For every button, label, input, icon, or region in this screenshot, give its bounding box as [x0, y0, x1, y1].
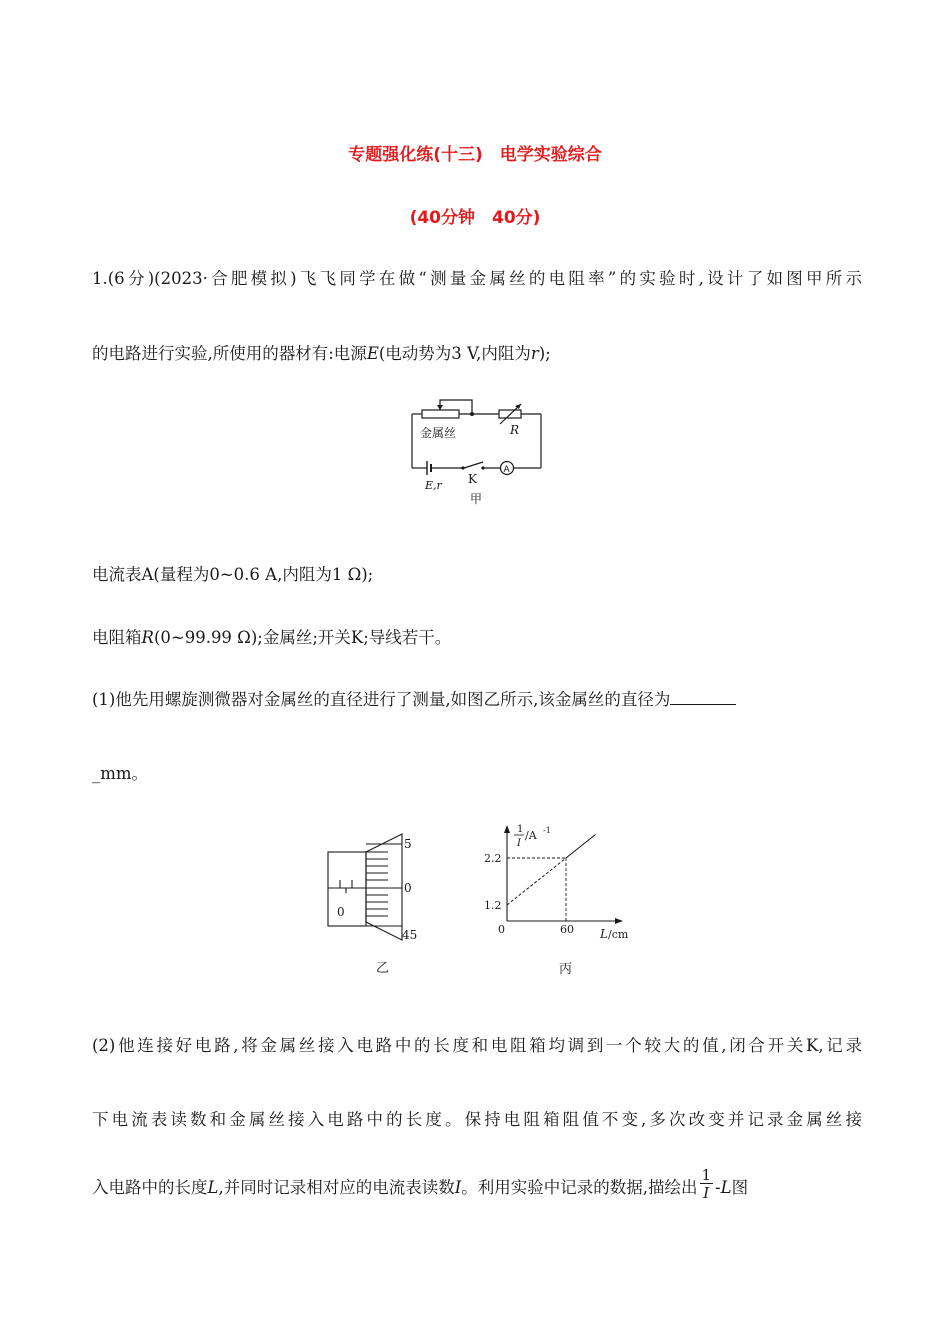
svg-text:I: I: [517, 838, 521, 849]
svg-text:E,r: E,r: [425, 479, 442, 492]
svg-text:-1: -1: [543, 826, 551, 835]
switch-k: [464, 462, 483, 468]
fraction-1-over-I: $\frac{1}{I}$: [701, 1166, 712, 1202]
sleeve-zero: 0: [337, 905, 345, 919]
figure-caption-jia: 甲: [470, 492, 483, 506]
metal-wire-resistor: [422, 410, 459, 418]
y-tick-2.2: 2.2: [484, 852, 502, 865]
answer-blank[interactable]: [670, 690, 736, 705]
y-tick-1.2: 1.2: [484, 899, 502, 912]
thimble-tick-5: 5: [404, 837, 412, 851]
svg-text:R: R: [510, 423, 520, 437]
svg-text:/cm: /cm: [608, 928, 629, 941]
x-tick-60: 60: [560, 923, 574, 936]
problem-line-2: 的电路进行实验,所使用的器材有:电源E(电动势为3 V,内阻为r);: [92, 344, 551, 363]
origin-label: 0: [498, 923, 505, 936]
question-2-line-3: 入电路中的长度L,并同时记录相对应的电流表读数I。利用实验中记录的数据,描绘出 $\frac{1}{I}$ -L图: [92, 1166, 749, 1202]
graph-diagram: [478, 818, 648, 978]
figure-caption-yi: 乙: [376, 961, 390, 976]
svg-text:A: A: [503, 465, 510, 475]
svg-text:1: 1: [517, 824, 524, 835]
micrometer-diagram: [322, 828, 442, 978]
data-line-solid: [566, 835, 596, 859]
svg-text:L: L: [600, 927, 608, 941]
question-2-line-1: (2)他连接好电路,将金属丝接入电路中的长度和电阻箱均调到一个较大的值,闭合开关K,记录: [92, 1036, 862, 1055]
thimble-tick-0: 0: [404, 881, 412, 895]
page-title: 专题强化练(十三) 电学实验综合: [348, 145, 602, 165]
wire-label: 金属丝: [420, 426, 457, 440]
question-1-line-2: _mm。: [92, 764, 149, 783]
page-subtitle: (40分钟 40分): [409, 208, 541, 228]
figure-caption-bing: 丙: [559, 962, 573, 977]
problem-line-4: 电阻箱R(0~99.99 Ω);金属丝;开关K;导线若干。: [92, 628, 452, 647]
data-line-dashed: [507, 858, 566, 905]
svg-text:/A: /A: [525, 829, 537, 842]
question-2-line-2: 下电流表读数和金属丝接入电路中的长度。保持电阻箱阻值不变,多次改变并记录金属丝接: [92, 1110, 862, 1129]
problem-line-1: 1.(6分)(2023·合肥模拟)飞飞同学在做“测量金属丝的电阻率”的实验时,设计了如图甲所示: [92, 269, 862, 288]
thimble-tick-45: 45: [402, 928, 418, 942]
question-1-line-1: (1)他先用螺旋测微器对金属丝的直径进行了测量,如图乙所示,该金属丝的直径为: [92, 686, 862, 710]
circuit-diagram: [405, 395, 550, 510]
svg-text:K: K: [468, 472, 477, 486]
problem-line-3: 电流表A(量程为0~0.6 A,内阻为1 Ω);: [92, 565, 374, 584]
